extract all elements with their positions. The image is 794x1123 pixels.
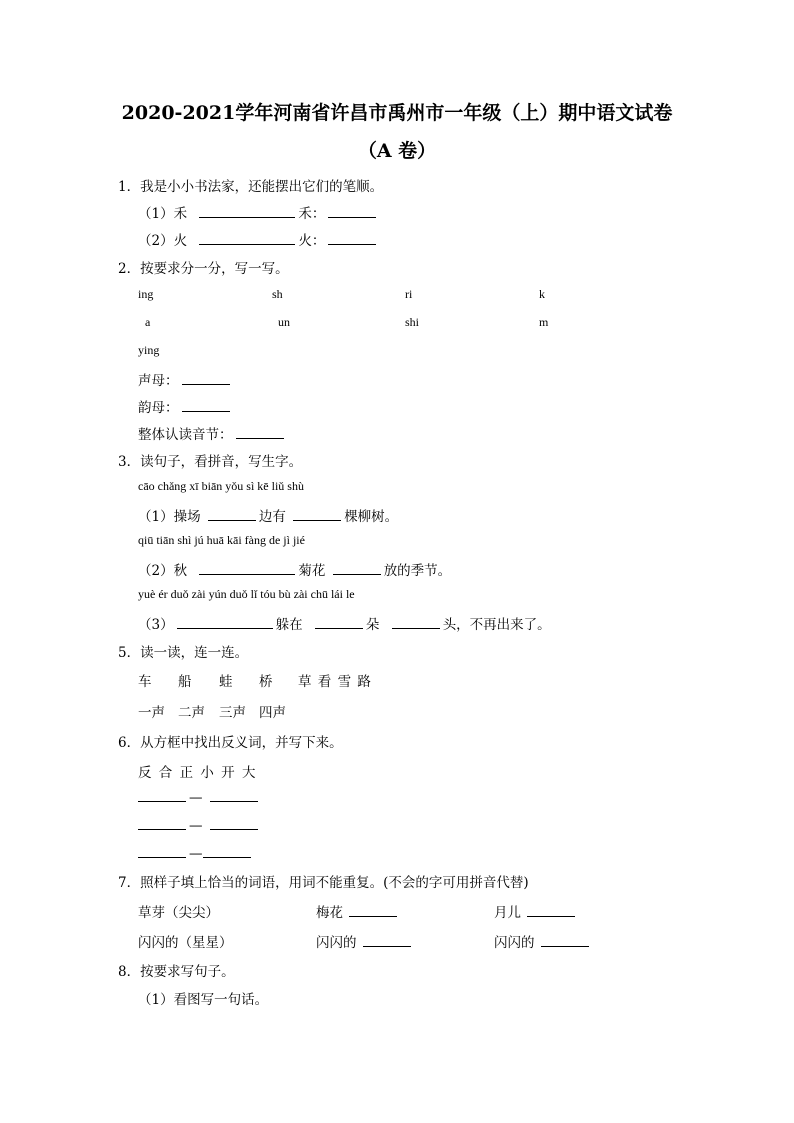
q3-pinyin-3: yuè ér duǒ zài yún duǒ lǐ tóu bù zài chū lái le bbox=[138, 587, 355, 601]
q3-s3-part-b: 躲在 bbox=[275, 617, 303, 633]
q2-yunmu-row bbox=[138, 396, 233, 416]
q6-pair-1 bbox=[138, 789, 261, 806]
q1-item-1-blank-b[interactable] bbox=[328, 205, 376, 218]
q3-pinyin-1: cāo chǎng xī biān yǒu sì kē liǔ shù bbox=[138, 479, 304, 493]
q7-item-meihua bbox=[316, 901, 400, 921]
q5-word-chuan: 船 bbox=[178, 674, 192, 690]
q7-shanshan-2-blank[interactable] bbox=[541, 934, 589, 947]
q2-pinyin-ri: ri bbox=[405, 287, 413, 301]
q2-yunmu-blank[interactable] bbox=[182, 399, 230, 412]
q2-pinyin-k: k bbox=[539, 287, 545, 301]
q3-s2-blank-1[interactable] bbox=[199, 562, 295, 575]
q6-pair-3 bbox=[138, 845, 254, 862]
q2-pinyin-ing: ing bbox=[138, 287, 154, 301]
q3-s1-part-b: 边有 bbox=[258, 509, 286, 525]
q1-item-1-prefix: （1）禾 bbox=[138, 206, 188, 222]
q2-shengmu-row bbox=[138, 369, 233, 389]
q3-sentence-3 bbox=[138, 613, 551, 633]
q2-stem: 2．按要求分一分，写一写。 bbox=[118, 261, 289, 277]
q3-s3-blank-1[interactable] bbox=[177, 616, 273, 629]
q2-pinyin-sh: sh bbox=[272, 287, 283, 301]
q3-sentence-2 bbox=[138, 559, 451, 579]
q3-s2-part-b: 菊花 bbox=[298, 563, 326, 579]
q3-s1-blank-1[interactable] bbox=[208, 508, 256, 521]
q5-tone-1: 一声 bbox=[138, 705, 165, 721]
q2-yunmu-label: 韵母： bbox=[138, 400, 179, 416]
q5-word-che: 车 bbox=[138, 674, 152, 690]
q3-s2-part-c: 放的季节。 bbox=[383, 563, 452, 579]
q5-tone-4: 四声 bbox=[259, 705, 286, 721]
q3-s3-part-a: （3） bbox=[138, 617, 174, 633]
q6-stem: 6．从方框中找出反义词，并写下来。 bbox=[118, 735, 343, 751]
q1-item-1-blank-a[interactable] bbox=[199, 205, 295, 218]
q7-shanshan-1-label: 闪闪的 bbox=[316, 935, 357, 951]
q1-item-2-mid: 火： bbox=[298, 233, 326, 249]
q1-item-2-blank-b[interactable] bbox=[328, 232, 376, 245]
q3-s2-part-a: （2）秋 bbox=[138, 563, 188, 579]
q6-pair-1-blank-b[interactable] bbox=[210, 789, 258, 802]
q7-meihua-blank[interactable] bbox=[349, 904, 397, 917]
q2-zhengti-label: 整体认读音节： bbox=[138, 427, 233, 443]
q2-shengmu-blank[interactable] bbox=[182, 372, 230, 385]
q1-item-1 bbox=[138, 202, 379, 222]
q5-tone-2: 二声 bbox=[178, 705, 205, 721]
q6-char-box: 反 合 正 小 开 大 bbox=[138, 765, 256, 781]
q6-pair-3-blank-b[interactable] bbox=[203, 845, 251, 858]
q5-tone-3: 三声 bbox=[219, 705, 246, 721]
q1-stem: 1．我是小小书法家，还能摆出它们的笔顺。 bbox=[118, 179, 384, 195]
q6-pair-1-dash: — bbox=[189, 790, 203, 806]
q2-pinyin-shi: shi bbox=[405, 315, 420, 329]
q2-pinyin-m: m bbox=[539, 315, 549, 329]
q1-item-1-mid: 禾： bbox=[298, 206, 326, 222]
q3-pinyin-2: qiū tiān shì jú huā kāi fàng de jì jié bbox=[138, 533, 305, 547]
q3-stem: 3．读句子，看拼音，写生字。 bbox=[118, 454, 303, 470]
q3-s1-part-a: （1）操场 bbox=[138, 509, 201, 525]
q6-pair-2-blank-b[interactable] bbox=[210, 817, 258, 830]
q3-s3-blank-3[interactable] bbox=[392, 616, 440, 629]
q7-yueer-blank[interactable] bbox=[527, 904, 575, 917]
q6-pair-3-dash: — bbox=[189, 846, 203, 862]
q7-item-shanshan-2 bbox=[494, 931, 592, 951]
q3-s2-blank-2[interactable] bbox=[333, 562, 381, 575]
q2-zhengti-row bbox=[138, 423, 287, 443]
q7-yueer-label: 月儿 bbox=[494, 905, 521, 921]
q1-item-2 bbox=[138, 229, 379, 249]
q7-stem: 7．照样子填上恰当的词语，用词不能重复。(不会的字可用拼音代替) bbox=[118, 875, 529, 891]
q8-sub-1: （1）看图写一句话。 bbox=[138, 992, 269, 1008]
q3-s3-part-c: 朵 bbox=[365, 617, 380, 633]
q7-example-2: 闪闪的（星星） bbox=[138, 935, 233, 951]
q5-word-wa: 蛙 bbox=[219, 674, 233, 690]
q6-pair-1-blank-a[interactable] bbox=[138, 789, 186, 802]
q1-item-2-prefix: （2）火 bbox=[138, 233, 188, 249]
q6-pair-2 bbox=[138, 817, 261, 834]
q2-shengmu-label: 声母： bbox=[138, 373, 179, 389]
q8-stem: 8．按要求写句子。 bbox=[118, 964, 235, 980]
q1-item-2-blank-a[interactable] bbox=[199, 232, 295, 245]
q7-shanshan-2-label: 闪闪的 bbox=[494, 935, 535, 951]
page-subtitle: （A 卷） bbox=[357, 140, 437, 162]
q7-shanshan-1-blank[interactable] bbox=[363, 934, 411, 947]
q5-stem: 5．读一读，连一连。 bbox=[118, 645, 249, 661]
q6-pair-3-blank-a[interactable] bbox=[138, 845, 186, 858]
q2-pinyin-ying: ying bbox=[138, 343, 160, 357]
q3-s3-part-d: 头，不再出来了。 bbox=[442, 617, 551, 633]
q7-item-shanshan-1 bbox=[316, 931, 414, 951]
q3-sentence-1 bbox=[138, 505, 398, 525]
page-title: 2020-2021学年河南省许昌市禹州市一年级（上）期中语文试卷 bbox=[121, 102, 673, 124]
q2-pinyin-un: un bbox=[278, 315, 290, 329]
q7-item-yueer bbox=[494, 901, 578, 921]
q5-words-group: 草 看 雪 路 bbox=[298, 674, 371, 690]
q6-pair-2-dash: — bbox=[189, 818, 203, 834]
q3-s3-blank-2[interactable] bbox=[315, 616, 363, 629]
q2-zhengti-blank[interactable] bbox=[236, 426, 284, 439]
q6-pair-2-blank-a[interactable] bbox=[138, 817, 186, 830]
q7-example-1: 草芽（尖尖） bbox=[138, 905, 219, 921]
q7-meihua-label: 梅花 bbox=[316, 905, 343, 921]
q2-pinyin-a: a bbox=[145, 315, 151, 329]
q5-word-qiao: 桥 bbox=[259, 674, 273, 690]
q3-s1-part-c: 棵柳树。 bbox=[344, 509, 399, 525]
q3-s1-blank-2[interactable] bbox=[293, 508, 341, 521]
